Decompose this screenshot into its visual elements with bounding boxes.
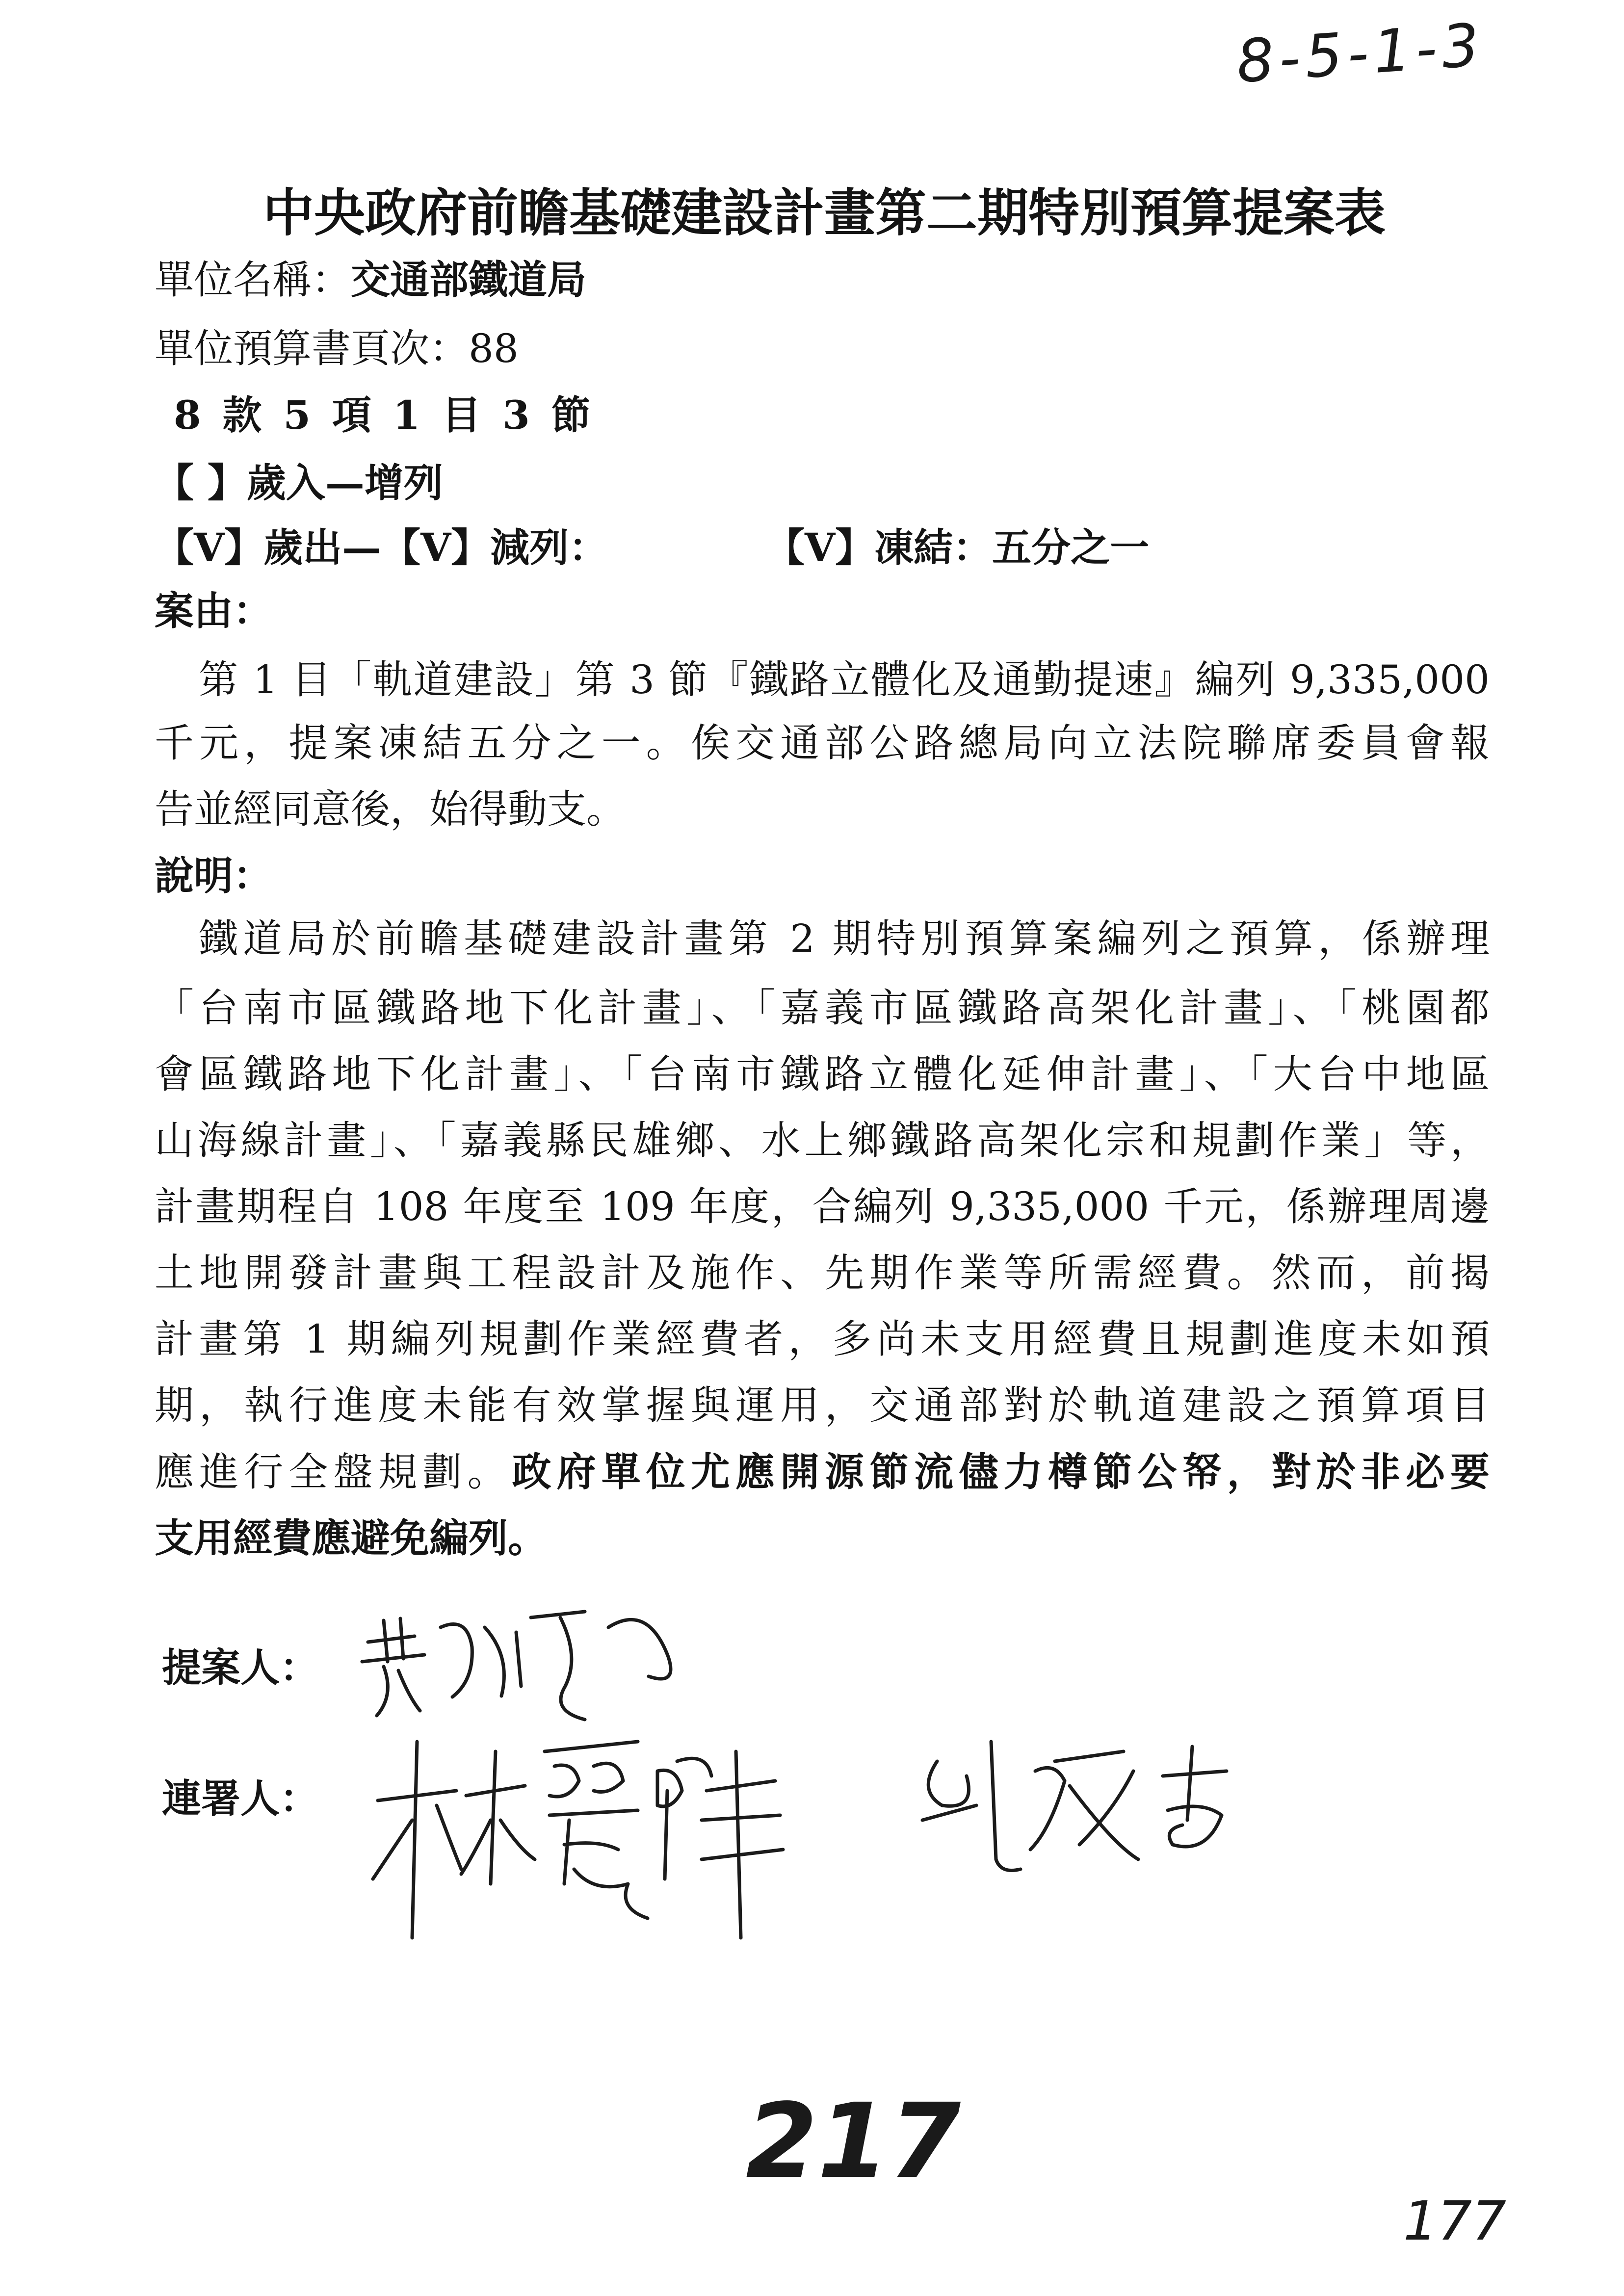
reason-line: 告並經同意後，始得動支。: [155, 786, 626, 832]
form-title: 中央政府前瞻基礎建設計畫第二期特別預算提案表: [262, 183, 1386, 243]
cosigner-signature: [908, 1732, 1251, 1879]
explanation-line: 「台南市區鐵路地下化計畫」、「嘉義市區鐵路高架化計畫」、「桃園都: [155, 985, 1490, 1031]
explanation-line: 期，執行進度未能有效掌握與運用，交通部對於軌道建設之預算項目: [155, 1383, 1490, 1428]
explanation-line: 土地開發計畫與工程設計及施作、先期作業等所需經費。然而，前揭: [155, 1250, 1490, 1296]
budget-page-row: [155, 325, 519, 372]
budget-classification: 8 款 5 項 1 目 3 節: [174, 392, 595, 438]
explanation-line: [155, 1448, 1490, 1495]
expenditure-option: 【V】歲出—【V】減列：: [155, 524, 608, 571]
cosigner-signature: [363, 1722, 785, 1948]
explanation-line: 鐵道局於前瞻基礎建設計畫第 2 期特別預算案編列之預算，係辦理: [199, 916, 1490, 962]
explanation-heading: 說明：: [155, 853, 272, 899]
freeze-option: 【V】凍結：五分之一: [765, 524, 1150, 571]
handwritten-code: 8-5-1-3: [1234, 11, 1487, 97]
budget-page-value: 88: [469, 326, 519, 371]
explanation-line: 計畫第 1 期編列規劃作業經費者，多尚未支用經費且規劃進度未如預: [155, 1316, 1490, 1362]
unit-name-value: 交通部鐵道局: [351, 257, 586, 303]
explanation-line-bold-part: 政府單位尤應開源節流儘力樽節公帑，對於非必要: [512, 1449, 1490, 1495]
explanation-line: 山海線計畫」、「嘉義縣民雄鄉、水上鄉鐵路高架化宗和規劃作業」等，: [155, 1118, 1490, 1163]
revenue-option: 【 】歲入—增列: [155, 460, 443, 506]
reason-line: 第 1 目「軌道建設」第 3 節『鐵路立體化及通勤提速』編列 9,335,000: [199, 657, 1490, 703]
reason-heading: 案由：: [155, 588, 272, 634]
explanation-line-regular-part: 應進行全盤規劃。: [155, 1449, 512, 1495]
budget-page-label: 單位預算書頁次：: [155, 326, 469, 371]
corner-page-number: 177: [1403, 2190, 1506, 2252]
unit-name-label: 單位名稱：: [155, 257, 351, 303]
proposer-signature: [353, 1597, 697, 1724]
explanation-line: 會區鐵路地下化計畫」、「台南市鐵路立體化延伸計畫」、「大台中地區: [155, 1051, 1490, 1097]
proposer-label: 提案人：: [162, 1644, 319, 1691]
reason-line: 千元，提案凍結五分之一。俟交通部公路總局向立法院聯席委員會報: [155, 720, 1490, 766]
explanation-line: 計畫期程自 108 年度至 109 年度，合編列 9,335,000 千元，係辦理周邊: [155, 1184, 1490, 1229]
cosigner-label: 連署人：: [162, 1775, 319, 1822]
explanation-line: 支用經費應避免編列。: [155, 1515, 547, 1561]
unit-name-row: [155, 256, 586, 303]
handwritten-page-number: 217: [746, 2081, 961, 2201]
